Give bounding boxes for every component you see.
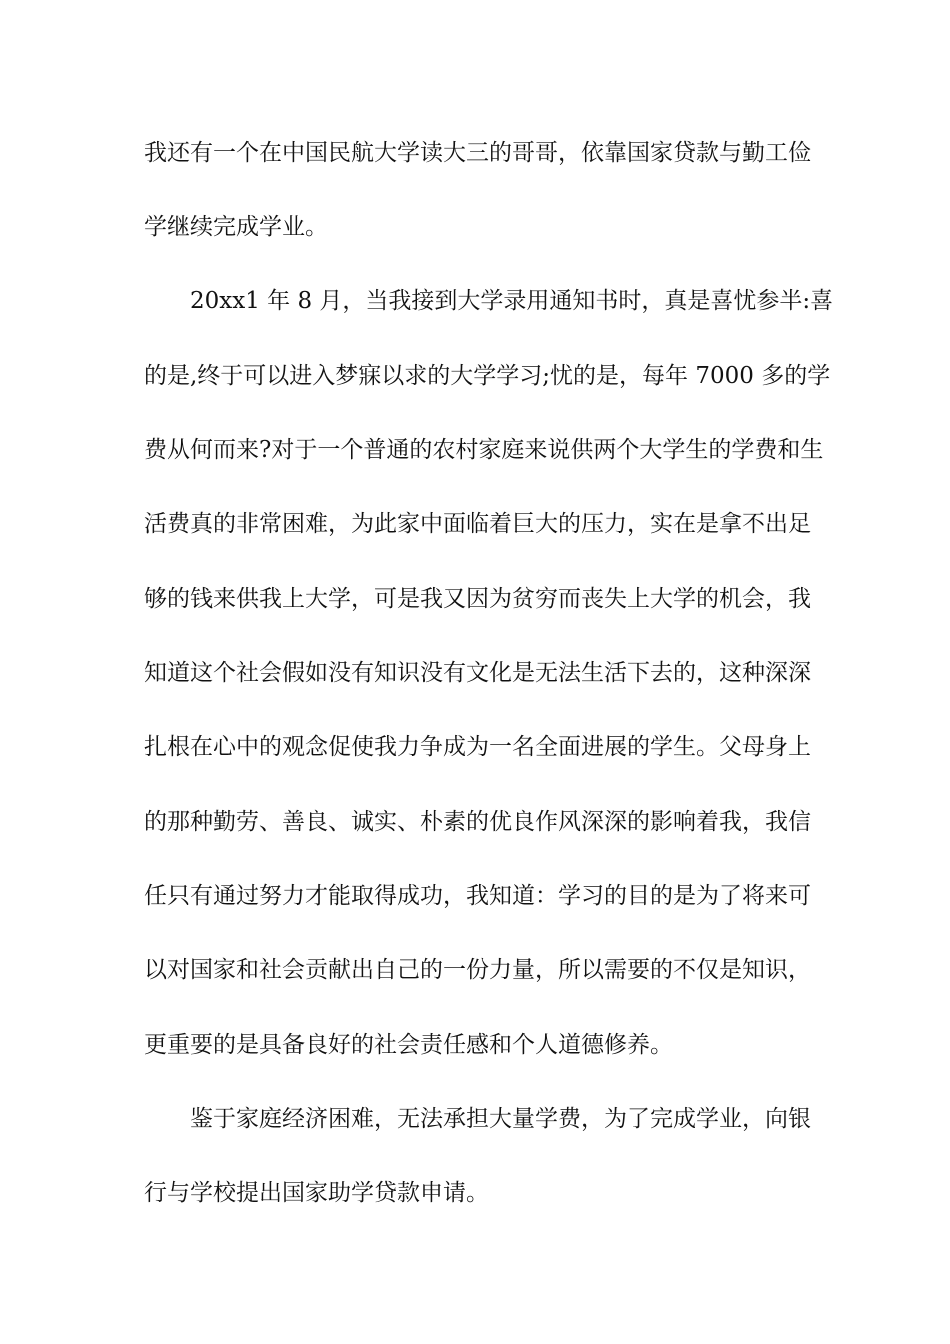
text-line: 更重要的是具备良好的社会责任感和个人道德修养。 (144, 1032, 673, 1058)
text-line: 任只有通过努力才能取得成功，我知道：学习的目的是为了将来可 (144, 883, 811, 909)
text-line: 活费真的非常困难，为此家中面临着巨大的压力，实在是拿不出足 (144, 511, 811, 537)
text-line: 的是,终于可以进入梦寐以求的大学学习;忧的是，每年 7000 多的学 (144, 363, 831, 389)
text-line: 20xx1 年 8 月，当我接到大学录用通知书时，真是喜忧参半:喜 (190, 288, 834, 314)
text-line: 的那种勤劳、善良、诚实、朴素的优良作风深深的影响着我，我信 (144, 809, 811, 835)
text-line: 以对国家和社会贡献出自己的一份力量，所以需要的不仅是知识， (144, 957, 811, 983)
text-line: 够的钱来供我上大学，可是我又因为贫穷而丧失上大学的机会，我 (144, 586, 811, 612)
text-line: 行与学校提出国家助学贷款申请。 (144, 1180, 489, 1206)
text-line: 学继续完成学业。 (144, 214, 328, 240)
text-line: 鉴于家庭经济困难，无法承担大量学费，为了完成学业，向银 (190, 1106, 811, 1132)
text-line: 扎根在心中的观念促使我力争成为一名全面进展的学生。父母身上 (144, 734, 811, 760)
text-line: 费从何而来?对于一个普通的农村家庭来说供两个大学生的学费和生 (144, 437, 824, 463)
text-line: 知道这个社会假如没有知识没有文化是无法生活下去的，这种深深 (144, 660, 811, 686)
text-line: 我还有一个在中国民航大学读大三的哥哥，依靠国家贷款与勤工俭 (144, 140, 811, 166)
